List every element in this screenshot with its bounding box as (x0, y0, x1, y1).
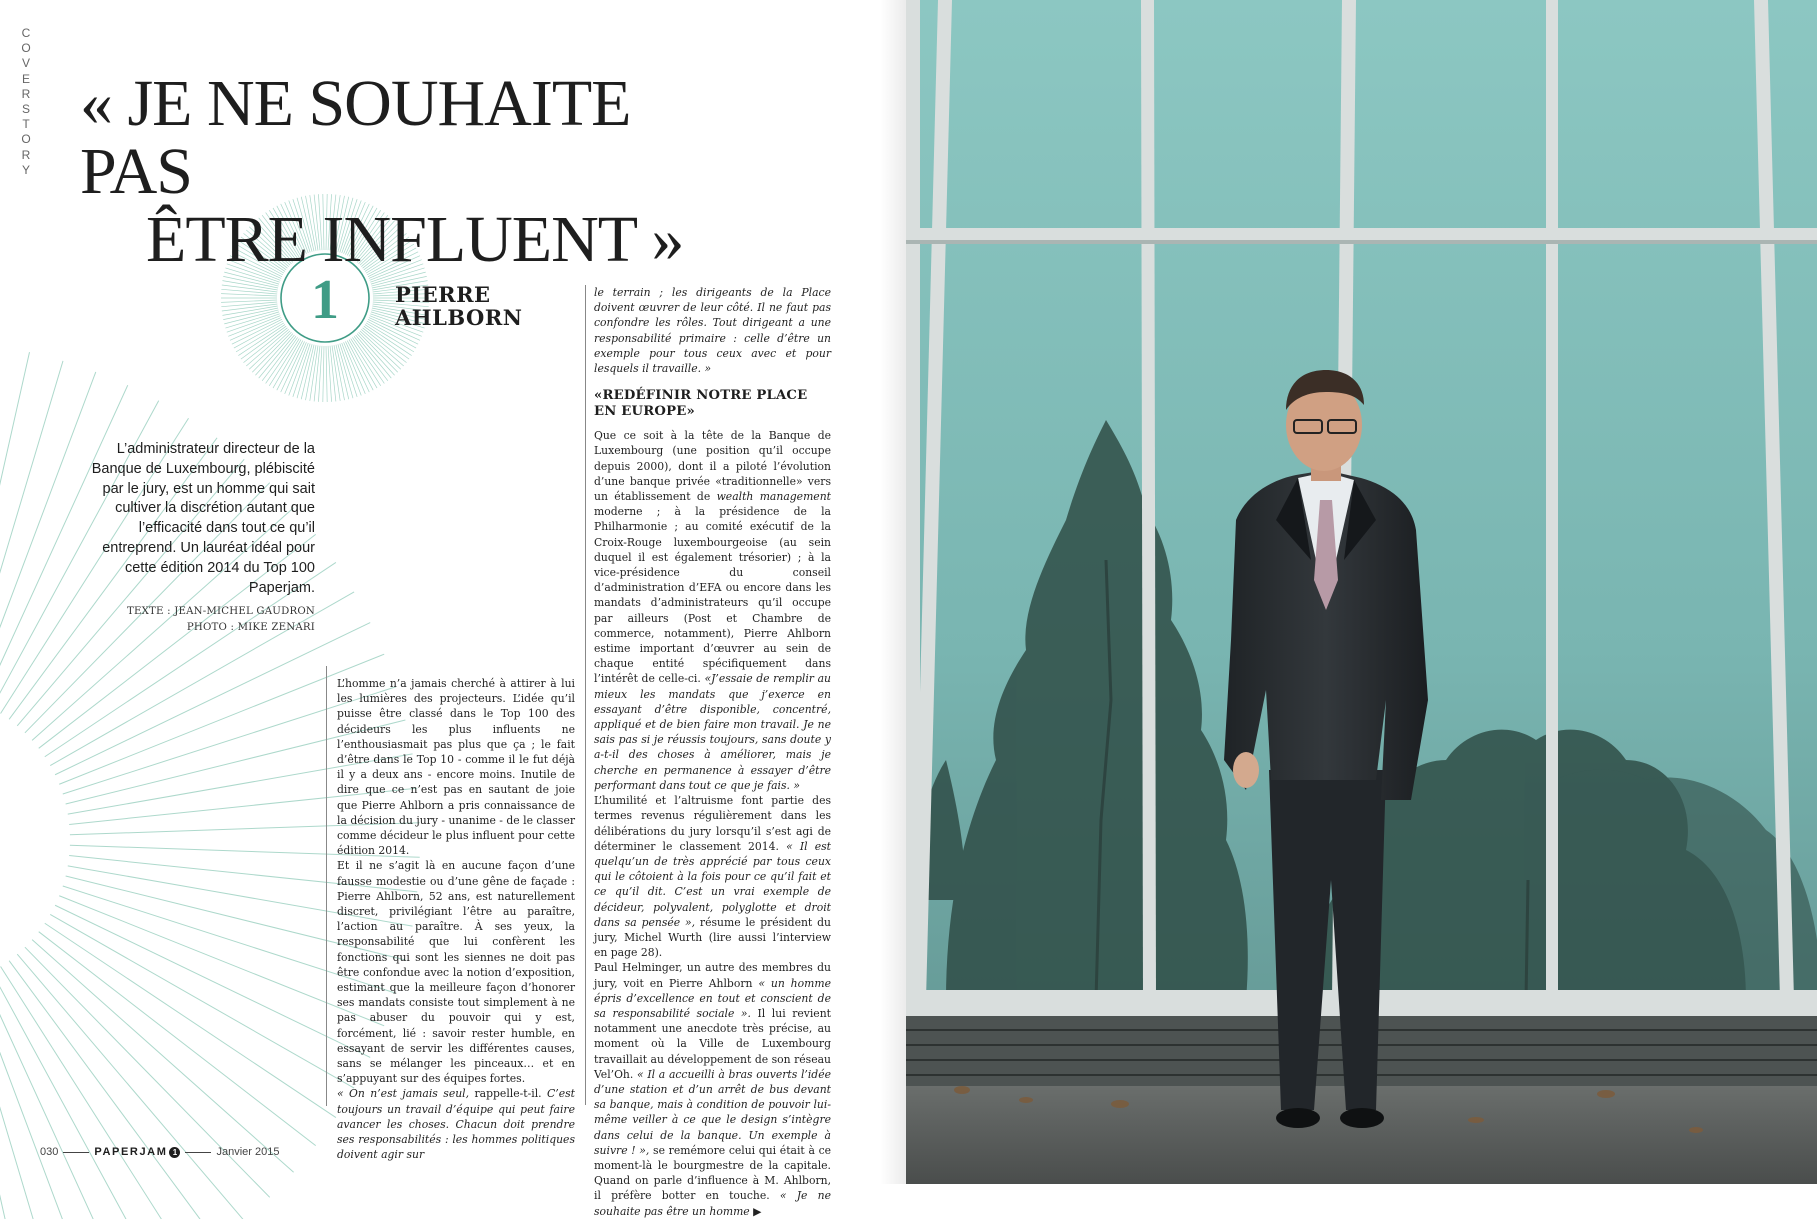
sunburst-ray (0, 361, 63, 696)
paragraph-text: Paul Helminger, un autre des membres du jury, voit en Pierre Ahlborn (594, 961, 831, 990)
section-letter: O (21, 41, 31, 56)
sunburst-ray (59, 896, 384, 1026)
sunburst-ray (9, 961, 217, 1219)
sunburst-ray (0, 984, 63, 1219)
sunburst-ray (17, 954, 244, 1219)
sunburst-ray (357, 334, 394, 376)
sunburst-ray (243, 328, 287, 363)
sunburst-ray (246, 329, 288, 366)
quote-text: le terrain ; les dirigeants de la Place doivent œuvrer de leur côté. Il ne faut pas confondre les rôles. Tout dirigeant a une responsabilité primaire : celle d’être un exemple pour tous ceux avec et pour lesquels il travaille. » (594, 286, 831, 376)
sunburst-ray (221, 302, 277, 307)
magazine-logo-icon: 1 (169, 1147, 180, 1158)
sunburst-ray (45, 923, 336, 1117)
credit-text: TEXTE : JEAN-MICHEL GAUDRON (126, 606, 315, 617)
paragraph (594, 793, 831, 960)
sunburst-ray (352, 337, 384, 383)
article-column-1 (337, 676, 575, 1163)
sunburst-ray (266, 337, 298, 383)
sunburst-ray (0, 972, 159, 1219)
paragraph-text: se remémore celui qui était à ce moment-là le bourgmestre de la capitale. Quand on parle d’influence à M. Ahlborn, il préfère botter en touche. (594, 1143, 832, 1203)
quote-text: « Il est quelqu’un de très apprécié par tous ceux qui le côtoient à la fois pour ce qu’il fait et ce qu’il dit. C’est un vrai exemple de décideur, polyvalent, polyglotte et droit dans sa pensée », (594, 839, 831, 929)
credits (80, 604, 315, 636)
issue-date: Janvier 2015 (216, 1146, 280, 1158)
section-label-vertical (19, 26, 33, 178)
paragraph-text: Il lui revient notamment une anecdote très précise, au moment où la Ville de Luxembourg travaillait au développement de son réseau Vel’Oh. (594, 1006, 831, 1081)
column-rule-1 (326, 666, 327, 1106)
headline-line-2: ÊTRE INFLUENT » (146, 203, 684, 276)
sunburst-ray (347, 341, 373, 391)
section-letter: E (21, 71, 30, 86)
sunburst-ray (262, 336, 296, 381)
sunburst-ray (356, 335, 392, 378)
section-letter: O (21, 132, 31, 147)
paragraph-text: Que ce soit à la tête de la Banque de Luxembourg (une position qu’il occupe depuis 2000), dont il a piloté l’évolution d’une banque privée «traditionnelle» vers un établissement de (594, 429, 831, 504)
quote-text: « Je ne souhaite pas être un homme (594, 1189, 831, 1218)
paragraph: Et il ne s’agit là en aucune façon d’une fausse modestie ou d’une gêne de façade : Pierre Ahlborn, 52 ans, est naturellement discret, privilégiant l’être au paraître, l’action au paraître. À ses yeux, la responsabilité que lui confèrent les fonctions qui sont les siennes ne doit pas être confondue avec la notion d’exposition, estimant que la meilleure façon d’honorer ses mandats consiste tout simplement à ne pas abuser du pouvoir qui y est, forcément, lié : savoir rester humble, en essayant de servir les différentes causes, sans se mélanger les pinceaux… et en s’appuyant sur des équipes fortes. (337, 859, 575, 1086)
sunburst-ray (1, 967, 189, 1219)
rank-number: 1 (311, 269, 339, 331)
sunburst-ray (301, 345, 314, 400)
laureate-last-name: AHLBORN (395, 305, 523, 330)
paragraph-text: L’humilité et l’altruisme font partie des termes revenus régulièrement dans les délibérations du jury lorsqu’il s’est agi de déterminer le classement 2014. (594, 794, 831, 853)
sunburst-ray (344, 342, 366, 394)
sunburst-ray (221, 300, 277, 302)
sunburst-ray (363, 328, 407, 363)
quote-text: C’est toujours un travail d’équipe qui peut faire avancer les choses. Chacun doit prendre ses responsabilités : les hommes politiques doivent agir sur (337, 1087, 575, 1162)
paragraph (594, 285, 831, 376)
sunburst-ray (354, 336, 388, 381)
portrait-photo (906, 0, 1817, 1184)
laureate-first-name: PIERRE (395, 282, 491, 307)
headline (80, 67, 720, 276)
sunburst-ray (285, 342, 307, 394)
page-footer (40, 1146, 279, 1158)
continue-arrow-icon: ▶ (753, 1204, 762, 1218)
paragraph (337, 1086, 575, 1162)
section-letter: V (21, 56, 30, 71)
section-letter: R (21, 86, 31, 101)
sunburst-ray (221, 289, 277, 294)
page-gutter-shadow (880, 0, 906, 1184)
footer-dash (185, 1152, 211, 1153)
section-letter: T (22, 117, 30, 132)
magazine-name: PAPERJAM (94, 1146, 168, 1158)
paragraph-text: résume le président du jury, Michel Wurth (lire aussi l’interview en page 28). (594, 915, 831, 960)
sunburst-ray (59, 654, 384, 784)
section-letter: S (21, 102, 30, 117)
sunburst-ray (221, 294, 277, 296)
italic-term: wealth management (716, 490, 831, 504)
sunburst-ray (225, 312, 279, 328)
section-letter: R (21, 147, 31, 162)
sunburst-ray (361, 329, 403, 366)
paragraph-text: moderne ; à la présidence de la Philharmonie ; au comité exécutif de la Croix-Rouge luxembourgeoise (au sein duquel il est également trésorier) ; à la vice-présidence du conseil d’administration d’EFA ou encore dans les mandats d’administrateurs qu’il occupe par ailleurs (Post et Chambre de commerce, notamment), Pierre Ahlborn estime important d’œuvrer au sein de chaque entité spécifiquement dans l’intérêt de celle-ci. (594, 505, 831, 686)
sunburst-ray (336, 345, 349, 400)
headline-line-1: « JE NE SOUHAITE PAS (80, 67, 631, 208)
quote-text: « On n’est jamais seul, (337, 1087, 470, 1101)
right-page-photo (906, 0, 1817, 1184)
sunburst-ray (277, 341, 303, 391)
sunburst-ray (259, 335, 295, 378)
credit-photo: PHOTO : MIKE ZENARI (186, 622, 315, 633)
sunburst-ray (0, 986, 30, 1219)
paragraph: L’homme n’a jamais cherché à attirer à lui les lumières des projecteurs. L’idée qu’il puisse être classé dans le Top 100 des décideurs les plus influents ne l’enthousiasmait pas plus que ça ; le fait d’être dans le Top 10 - comme il le fut déjà il y a deux ans - encore moins. Inutile de dire que ce n’est pas en sautant de joie que Pierre Ahlborn a pris connaissance de la décision du jury - unanime - de le classer comme décideur le plus influent pour cette édition 2014. (337, 677, 575, 858)
sunburst-ray (32, 940, 294, 1173)
paragraph (594, 960, 831, 1218)
sunburst-ray (25, 947, 270, 1197)
footer-dash (63, 1152, 89, 1153)
column-rule-2 (585, 285, 586, 1105)
paragraph (594, 428, 831, 793)
sunburst-ray (50, 914, 354, 1088)
sunburst-ray (326, 346, 327, 402)
article-column-2 (594, 285, 831, 1219)
quote-text: «J’essaie de remplir au mieux les mandats que j’exerce en essayant d’être disponible, concentré, appliqué et de bien faire mon travail. Je ne sais pas si je réussis toujours, sans doute y a-t-il des choses à améliorer, mais je cherche en permanence à essayer d’être performant dans tout ce que je fais. » (594, 672, 831, 792)
sunburst-ray (0, 980, 96, 1219)
left-page (0, 0, 906, 1218)
quote-text: « Il a accueilli à bras ouverts l’idée d’une station et d’un arrêt de bus devant sa banque, mais à condition de pouvoir lui-même veiller à ce que le design s’intègre dans celui de la banque. Un exemple à suivre ! », (594, 1067, 832, 1157)
sunburst-ray (0, 976, 128, 1219)
page-number: 030 (40, 1146, 59, 1158)
paragraph-text: rappelle-t-il. (469, 1087, 548, 1101)
sunburst-ray (255, 334, 292, 376)
quote-text: « un homme épris d’excellence en tout et conscient de sa responsabilité sociale ». (594, 976, 831, 1020)
sunburst-ray (241, 326, 286, 359)
section-letter: Y (21, 162, 30, 177)
section-letter: C (21, 26, 31, 40)
sunburst-ray (364, 326, 409, 359)
standfirst: L’administrateur directeur de la Banque de Luxembourg, plébiscité par le jury, est un homme qui sait cultiver la discrétion autant que l’efficacité dans tout ce qu’il entreprend. Un lauréat idéal pour cette édition 2014 du Top 100 Paperjam. (91, 441, 315, 596)
subheading: «REDÉFINIR NOTRE PLACE EN EUROPE» (594, 388, 808, 419)
laureate-name (395, 283, 522, 329)
sunburst-ray (323, 346, 324, 402)
